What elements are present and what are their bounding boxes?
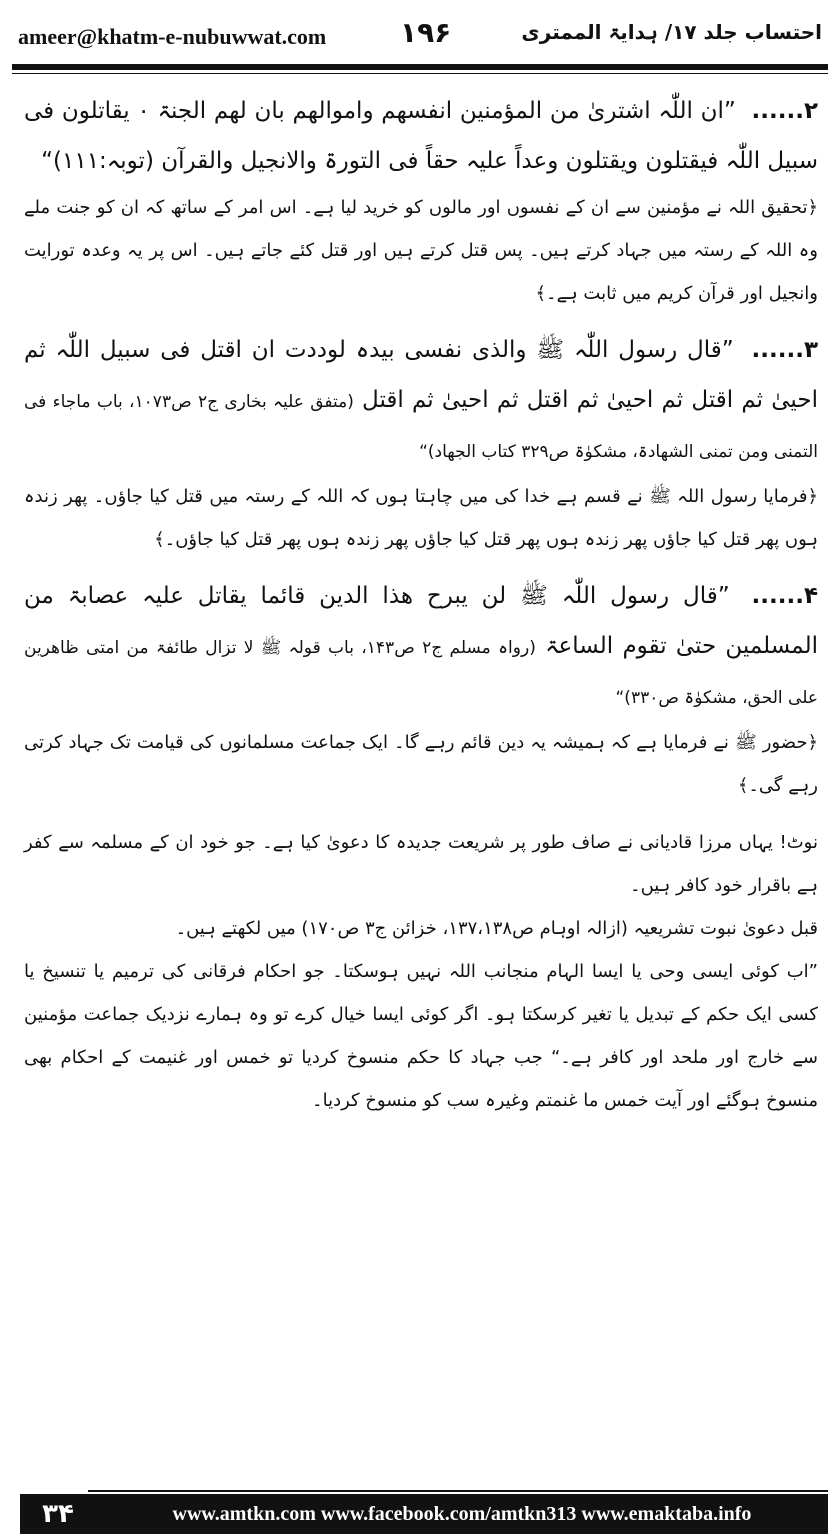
section-2-arabic-text: ”ان اللّٰہ اشتریٰ من المؤمنین انفسھم واموالھم بان لھم الجنۃ ۰ یقاتلون فی سبیل اللّٰہ فیقتلون ویقتلون وعداً علیہ حقاً فی التورۃ والانجیل والقرآن (توبہ:۱۱۱)“: [24, 98, 818, 174]
header-rule-thin: [12, 73, 828, 74]
section-3-arabic: [24, 325, 818, 475]
claim-intro: قبل دعویٰ نبوت تشریعیہ (ازالہ اوہام ص۱۳۷،۱۳۸، خزائن ج۳ ص۱۷۰) میں لکھتے ہیں۔: [175, 918, 818, 939]
page-header: [12, 14, 828, 62]
footer-rule: [88, 1490, 828, 1492]
section-3-reference: (متفق علیہ بخاری ج۲ ص۱۰۷۳، باب ماجاء فی التمنی ومن تمنی الشھادۃ، مشکوٰۃ ص۳۲۹ کتاب الجھاد)“: [24, 392, 818, 462]
section-4-reference: (رواہ مسلم ج۲ ص۱۴۳، باب قولہ ﷺ لا تزال طائفۃ من امتی ظاھرین علی الحق، مشکوٰۃ ص۳۳۰)“: [24, 638, 818, 708]
section-2-urdu: ﴿تحقیق اللہ نے مؤمنین سے ان کے نفسوں اور مالوں کو خرید لیا ہے۔ اس امر کے ساتھ کہ ان کو جنت ملے وہ اللہ کے رستہ میں جہاد کرتے ہیں۔ پس قتل کرتے ہیں اور قتل کئے جاتے ہیں۔ اس پر یہ وعدہ تورایت وانجیل اور قرآن کریم میں ثابت ہے۔﴾: [24, 197, 818, 304]
section-3-arabic-text: ”قال رسول اللّٰہ ﷺ والذی نفسی بیدہ لوددت ان اقتل فی سبیل اللّٰہ ثم احییٰ ثم اقتل ثم احییٰ ثم اقتل ثم احییٰ ثم اقتل: [24, 337, 818, 413]
header-page-number: ۱۹۶: [400, 16, 452, 49]
section-4-urdu: ﴿حضور ﷺ نے فرمایا ہے کہ ہمیشہ یہ دین قائم رہے گا۔ ایک جماعت مسلمانوں کی قیامت تک جہاد کرتی رہے گی۔﴾: [24, 732, 818, 796]
section-3-urdu: ﴿فرمایا رسول اللہ ﷺ نے قسم ہے خدا کی میں چاہتا ہوں کہ اللہ کے رستہ میں قتل کیا جاؤں۔ پھر زندہ ہوں پھر قتل کیا جاؤں پھر زندہ ہوں پھر قتل کیا جاؤں پھر زندہ ہوں پھر قتل کیا جاؤں۔﴾: [24, 486, 818, 550]
section-2-arabic: [24, 86, 818, 186]
section-3: [24, 325, 818, 561]
header-email[interactable]: ameer@khatm-e-nubuwwat.com: [18, 24, 327, 49]
footer-page-number: ۳۴: [42, 1499, 74, 1529]
footer-links[interactable]: www.amtkn.com www.facebook.com/amtkn313 www.emaktaba.info: [172, 1503, 752, 1525]
header-book-title: احتساب جلد ۱۷/ ہدایۃ الممتری: [521, 20, 822, 44]
section-3-number: ۳......: [751, 337, 818, 363]
header-rule-thick: [12, 64, 828, 70]
section-2: [24, 86, 818, 315]
page-footer: [20, 1494, 828, 1534]
section-4-arabic: [24, 571, 818, 721]
section-2-number: ۲......: [751, 98, 818, 124]
note-paragraph: نوٹ! یہاں مرزا قادیانی نے صاف طور پر شریعت جدیدہ کا دعویٰ کیا ہے۔ جو خود ان کے مسلمہ سے کفر ہے باقرار خود کافر ہیں۔: [24, 832, 818, 896]
section-4: [24, 571, 818, 807]
page-body: [24, 86, 818, 1122]
section-4-arabic-text: ”قال رسول اللّٰہ ﷺ لن یبرح ھذا الدین قائما یقاتل علیہ عصابۃ من المسلمین حتیٰ تقوم الساعۃ: [24, 583, 818, 659]
section-4-number: ۴......: [751, 583, 818, 609]
quote-paragraph: ”اب کوئی ایسی وحی یا ایسا الہام منجانب اللہ نہیں ہوسکتا۔ جو احکام فرقانی کی ترمیم یا تنسیخ یا کسی ایک حکم کے تبدیل یا تغیر کرسکتا ہو۔ اگر کوئی ایسا خیال کرے تو وہ ہمارے نزدیک جماعت مؤمنین سے خارج اور ملحد اور کافر ہے۔“ جب جہاد کا حکم منسوخ کردیا تو خمس اور غنیمت کے احکام بھی منسوخ ہوگئے اور آیت خمس ما غنمتم وغیرہ سب کو منسوخ کردیا۔: [24, 961, 818, 1111]
